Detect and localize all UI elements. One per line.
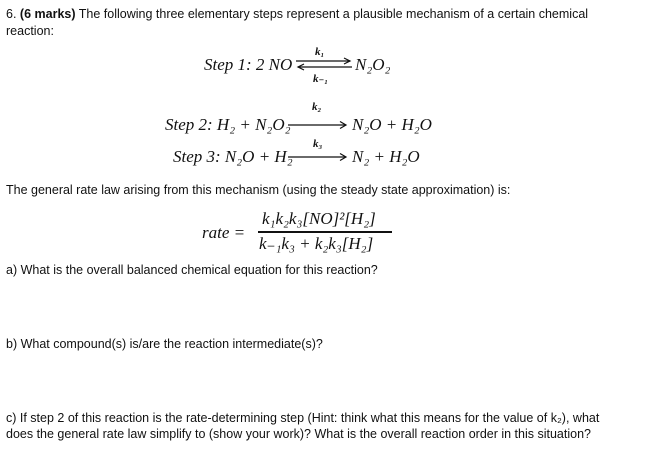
question-intro-line2: reaction: xyxy=(6,24,54,38)
rate-law-lhs: rate = xyxy=(202,223,246,242)
step2-arrow-icon xyxy=(288,121,350,129)
step1-k-reverse: k₋₁ xyxy=(313,73,329,85)
rate-law-fraction-bar xyxy=(258,231,392,233)
step1-product: N₂O₂ xyxy=(355,55,391,74)
step1-reactants: Step 1: 2 NO xyxy=(204,55,293,74)
part-c-question-line1: c) If step 2 of this reaction is the rate-determining step (Hint: think what this means for the value of k₂), what xyxy=(6,411,600,425)
step2-k-forward: k₂ xyxy=(312,101,322,113)
rate-law-numerator: k₁k₂k₃[NO]²[H₂] xyxy=(262,209,376,228)
step2-reactants: Step 2: H₂ + N₂O₂ xyxy=(165,115,291,134)
step2-product: N₂O + H₂O xyxy=(352,115,432,134)
rate-law-intro: The general rate law arising from this mechanism (using the steady state approximation) is: xyxy=(6,183,511,197)
question-marks: (6 marks) xyxy=(19,7,76,21)
step3-product: N₂ + H₂O xyxy=(352,147,420,166)
step3-reactants: Step 3: N₂O + H₂ xyxy=(173,147,293,166)
step1-k-forward: k₁ xyxy=(315,46,325,58)
step1-equilibrium-arrow-icon xyxy=(296,59,356,71)
step3-k-forward: k₃ xyxy=(313,138,323,150)
rate-law-denominator: k₋₁k₃ + k₂k₃[H₂] xyxy=(259,234,374,253)
part-a-question: a) What is the overall balanced chemical equation for this reaction? xyxy=(6,263,378,277)
question-number: 6. xyxy=(6,7,17,21)
step3-arrow-icon xyxy=(288,153,350,161)
part-b-question: b) What compound(s) is/are the reaction intermediate(s)? xyxy=(6,337,323,351)
question-intro: The following three elementary steps represent a plausible mechanism of a certain chemical xyxy=(78,7,589,21)
part-c-question-line2: does the general rate law simplify to (show your work)? What is the overall reaction order in this situation? xyxy=(6,427,591,441)
question-header xyxy=(6,6,588,22)
